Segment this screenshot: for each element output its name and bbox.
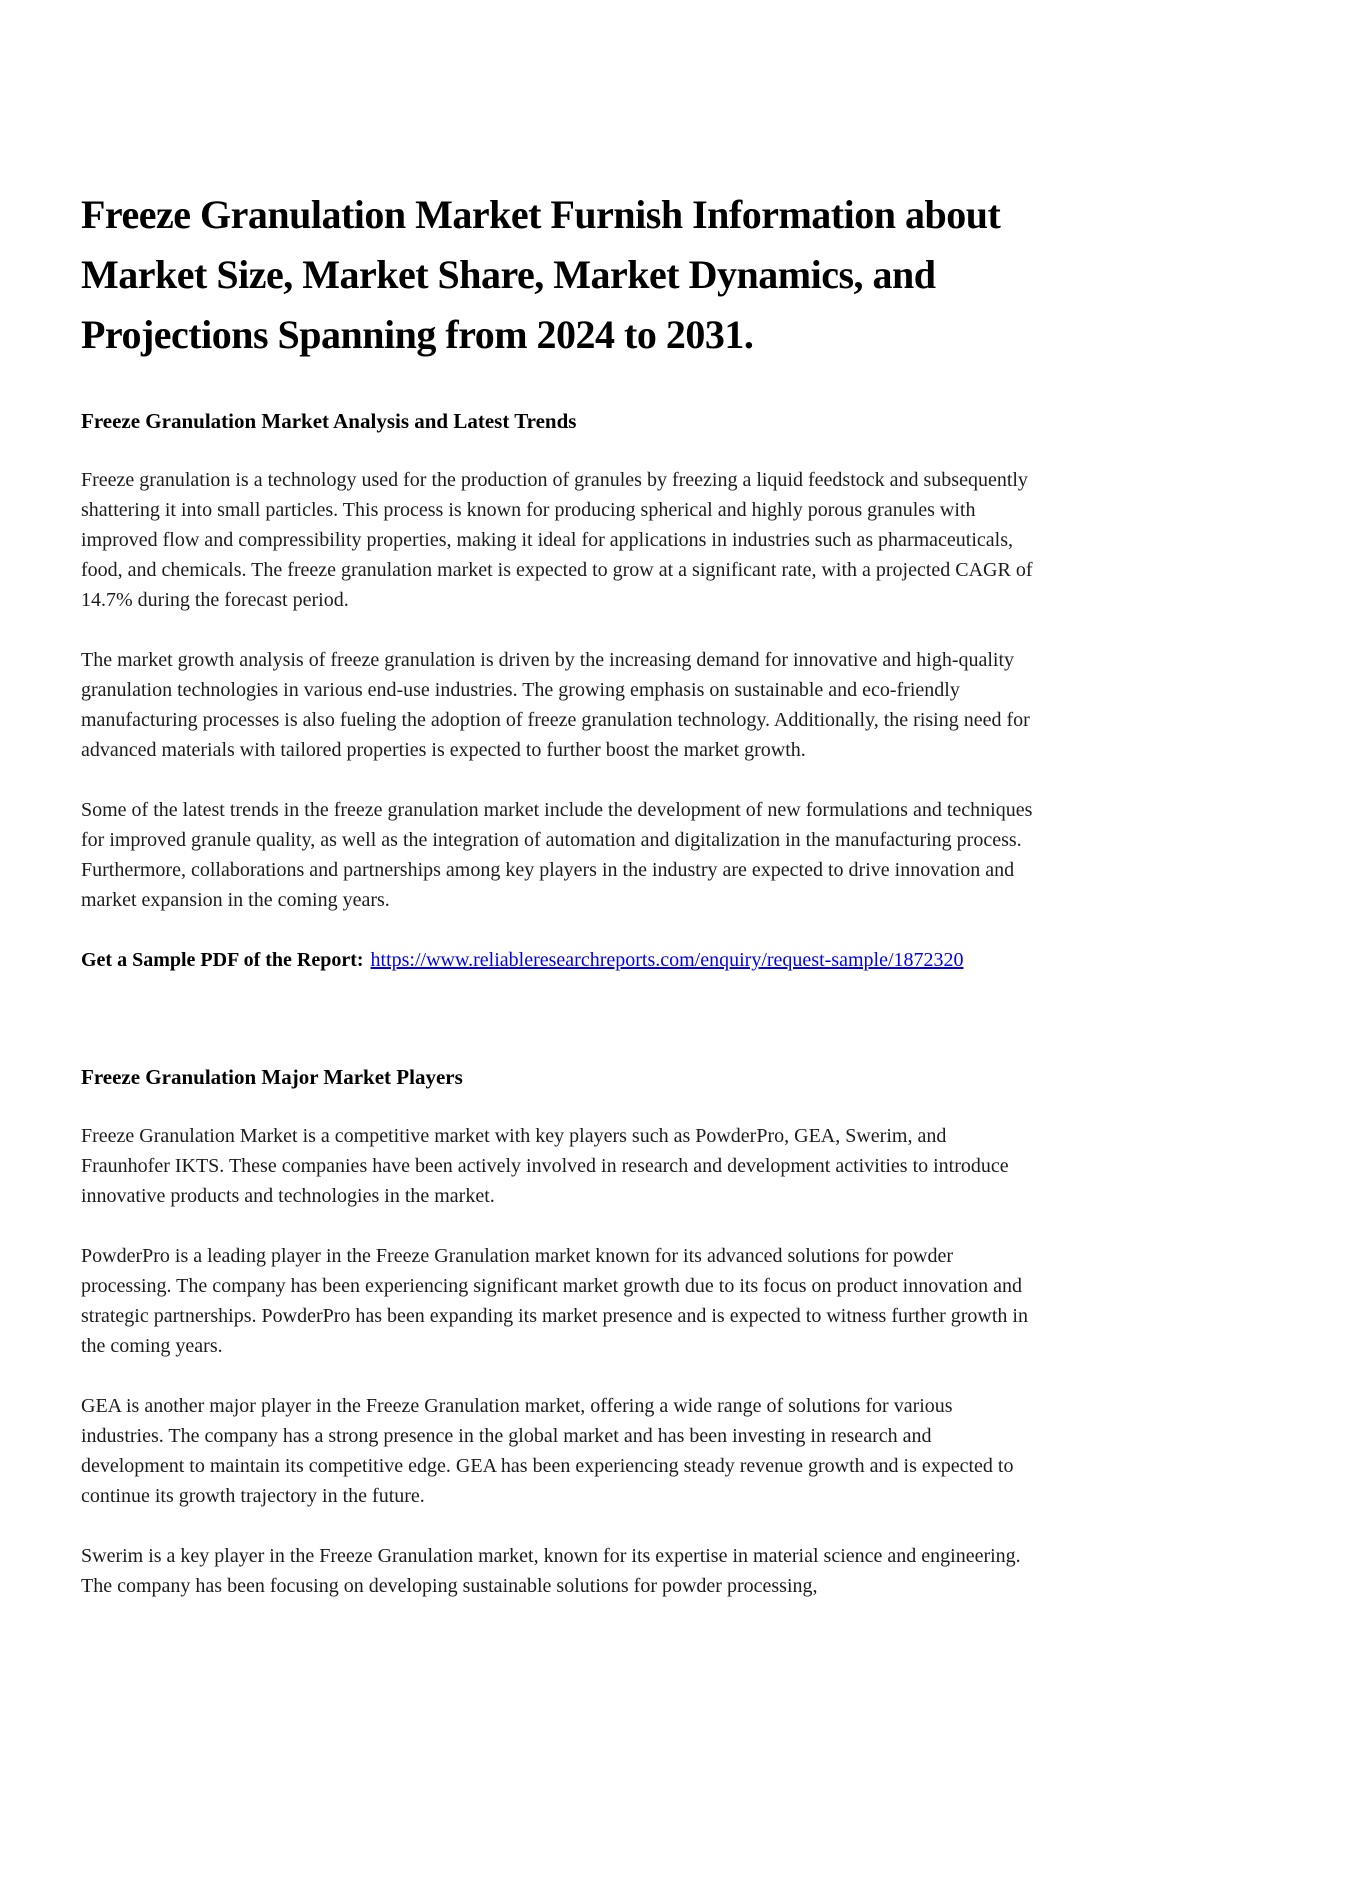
article-title: Freeze Granulation Market Furnish Information about Market Size, Market Share, Market Dynamics, and Projections Spanning from 2024 to 2031. (81, 192, 1001, 357)
section-heading-market-analysis: Freeze Granulation Market Analysis and Latest Trends (81, 409, 577, 433)
sample-pdf-label: Get a Sample PDF of the Report: (81, 949, 364, 971)
paragraph-market-overview: Freeze granulation is a technology used for the production of granules by freezing a liquid feedstock and subsequently shattering it into small particles. This process is known for producing spherical and highly porous granules with improved flow and compressibility properties, making it ideal for applications in industries such as pharmaceuticals, food, and chemicals. The freeze granulation market is expected to grow at a significant rate, with a projected CAGR of 14.7% during the forecast period. (81, 469, 1033, 611)
paragraph-key-players: Freeze Granulation Market is a competitive market with key players such as PowderPro, GEA, Swerim, and Fraunhofer IKTS. These companies have been actively involved in research and development activities to introduce innovative products and technologies in the market. (81, 1125, 1009, 1207)
paragraph-growth-drivers: The market growth analysis of freeze granulation is driven by the increasing demand for innovative and high-quality granulation technologies in various end-use industries. The growing emphasis on sustainable and eco-friendly manufacturing processes is also fueling the adoption of freeze granulation technology. Additionally, the rising need for advanced materials with tailored properties is expected to further boost the market growth. (81, 649, 1030, 761)
paragraph-latest-trends: Some of the latest trends in the freeze granulation market include the development of new formulations and techniques for improved granule quality, as well as the integration of automation and digitalization in the manufacturing process. Furthermore, collaborations and partnerships among key players in the industry are expected to drive innovation and market expansion in the coming years. (81, 799, 1033, 911)
section-heading-major-market-players: Freeze Granulation Major Market Players (81, 1065, 463, 1089)
section-spacer (81, 1005, 1033, 1063)
sample-pdf-line (81, 945, 1033, 975)
article-content (81, 185, 1033, 1601)
paragraph-gea: GEA is another major player in the Freeze Granulation market, offering a wide range of solutions for various industries. The company has a strong presence in the global market and has been investing in research and development to maintain its competitive edge. GEA has been experiencing steady revenue growth and is expected to continue its growth trajectory in the future. (81, 1395, 1014, 1507)
paragraph-powderpro: PowderPro is a leading player in the Freeze Granulation market known for its advanced solutions for powder processing. The company has been experiencing significant market growth due to its focus on product innovation and strategic partnerships. PowderPro has been expanding its market presence and is expected to witness further growth in the coming years. (81, 1245, 1028, 1357)
sample-pdf-link[interactable]: https://www.reliableresearchreports.com/enquiry/request-sample/1872320 (370, 949, 964, 971)
paragraph-swerim: Swerim is a key player in the Freeze Granulation market, known for its expertise in material science and engineering. The company has been focusing on developing sustainable solutions for powder processing, (81, 1545, 1021, 1597)
